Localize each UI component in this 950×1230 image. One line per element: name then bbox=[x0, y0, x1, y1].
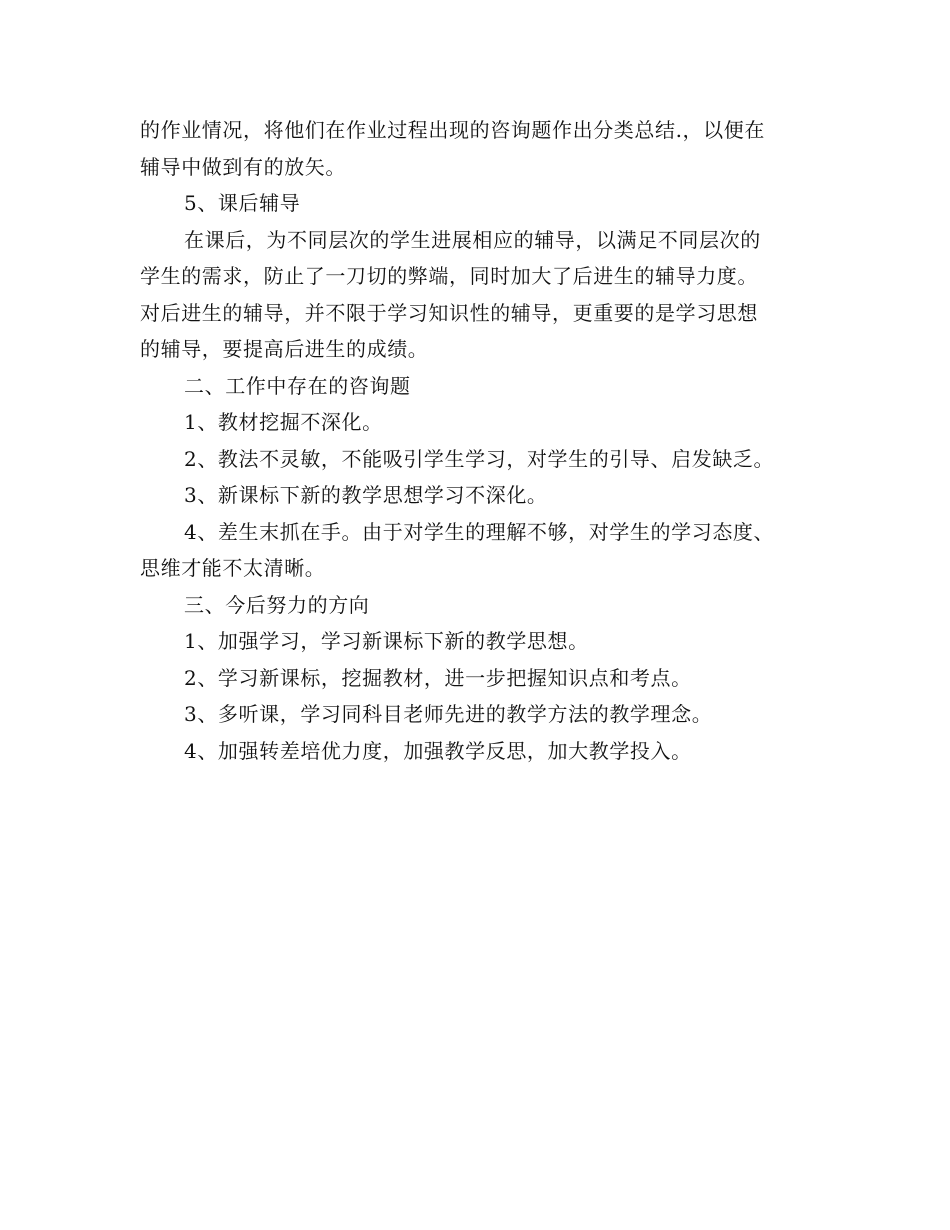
text-line: 3、新课标下新的教学思想学习不深化。 bbox=[184, 483, 548, 507]
paragraph bbox=[140, 368, 812, 405]
text-line: 的辅导，要提高后进生的成绩。 bbox=[140, 337, 429, 361]
text-line: 2、教法不灵敏，不能吸引学生学习，对学生的引导、启发缺乏。 bbox=[184, 446, 775, 471]
paragraph bbox=[140, 441, 812, 478]
paragraph bbox=[140, 477, 812, 514]
paragraph bbox=[140, 696, 812, 733]
paragraph bbox=[140, 185, 812, 222]
paragraph bbox=[140, 514, 812, 587]
text-line: 三、今后努力的方向 bbox=[184, 592, 370, 617]
text-line: 在课后，为不同层次的学生进展相应的辅导，以满足不同层次的 bbox=[184, 227, 761, 252]
document-body bbox=[140, 112, 812, 769]
text-line: 1、加强学习，学习新课标下新的教学思想。 bbox=[184, 629, 589, 653]
text-line: 的作业情况，将他们在作业过程出现的咨询题作出分类总结.，以便在 bbox=[140, 118, 765, 142]
paragraph bbox=[140, 623, 812, 660]
text-line: 2、学习新课标，挖掘教材，进一步把握知识点和考点。 bbox=[184, 665, 692, 690]
text-line: 1、教材挖掘不深化。 bbox=[184, 410, 383, 434]
text-line: 4、加强转差培优力度，加强教学反思，加大教学投入。 bbox=[184, 738, 692, 763]
text-line: 5、课后辅导 bbox=[184, 191, 301, 215]
paragraph bbox=[140, 733, 812, 770]
document-page bbox=[140, 112, 812, 769]
text-line: 4、差生末抓在手。由于对学生的理解不够，对学生的学习态度、 bbox=[184, 519, 775, 544]
text-line: 对后进生的辅导，并不限于学习知识性的辅导，更重要的是学习思想 bbox=[140, 300, 758, 325]
paragraph bbox=[140, 112, 812, 185]
paragraph bbox=[140, 404, 812, 441]
paragraph bbox=[140, 222, 812, 368]
text-line: 辅导中做到有的放矢。 bbox=[140, 154, 346, 179]
text-line: 思维才能不太清晰。 bbox=[140, 556, 326, 580]
text-line: 学生的需求，防止了一刀切的弊端，同时加大了后进生的辅导力度。 bbox=[140, 264, 758, 288]
paragraph bbox=[140, 660, 812, 697]
text-line: 二、工作中存在的咨询题 bbox=[184, 373, 411, 398]
text-line: 3、多听课，学习同科目老师先进的教学方法的教学理念。 bbox=[184, 702, 713, 726]
paragraph bbox=[140, 587, 812, 624]
